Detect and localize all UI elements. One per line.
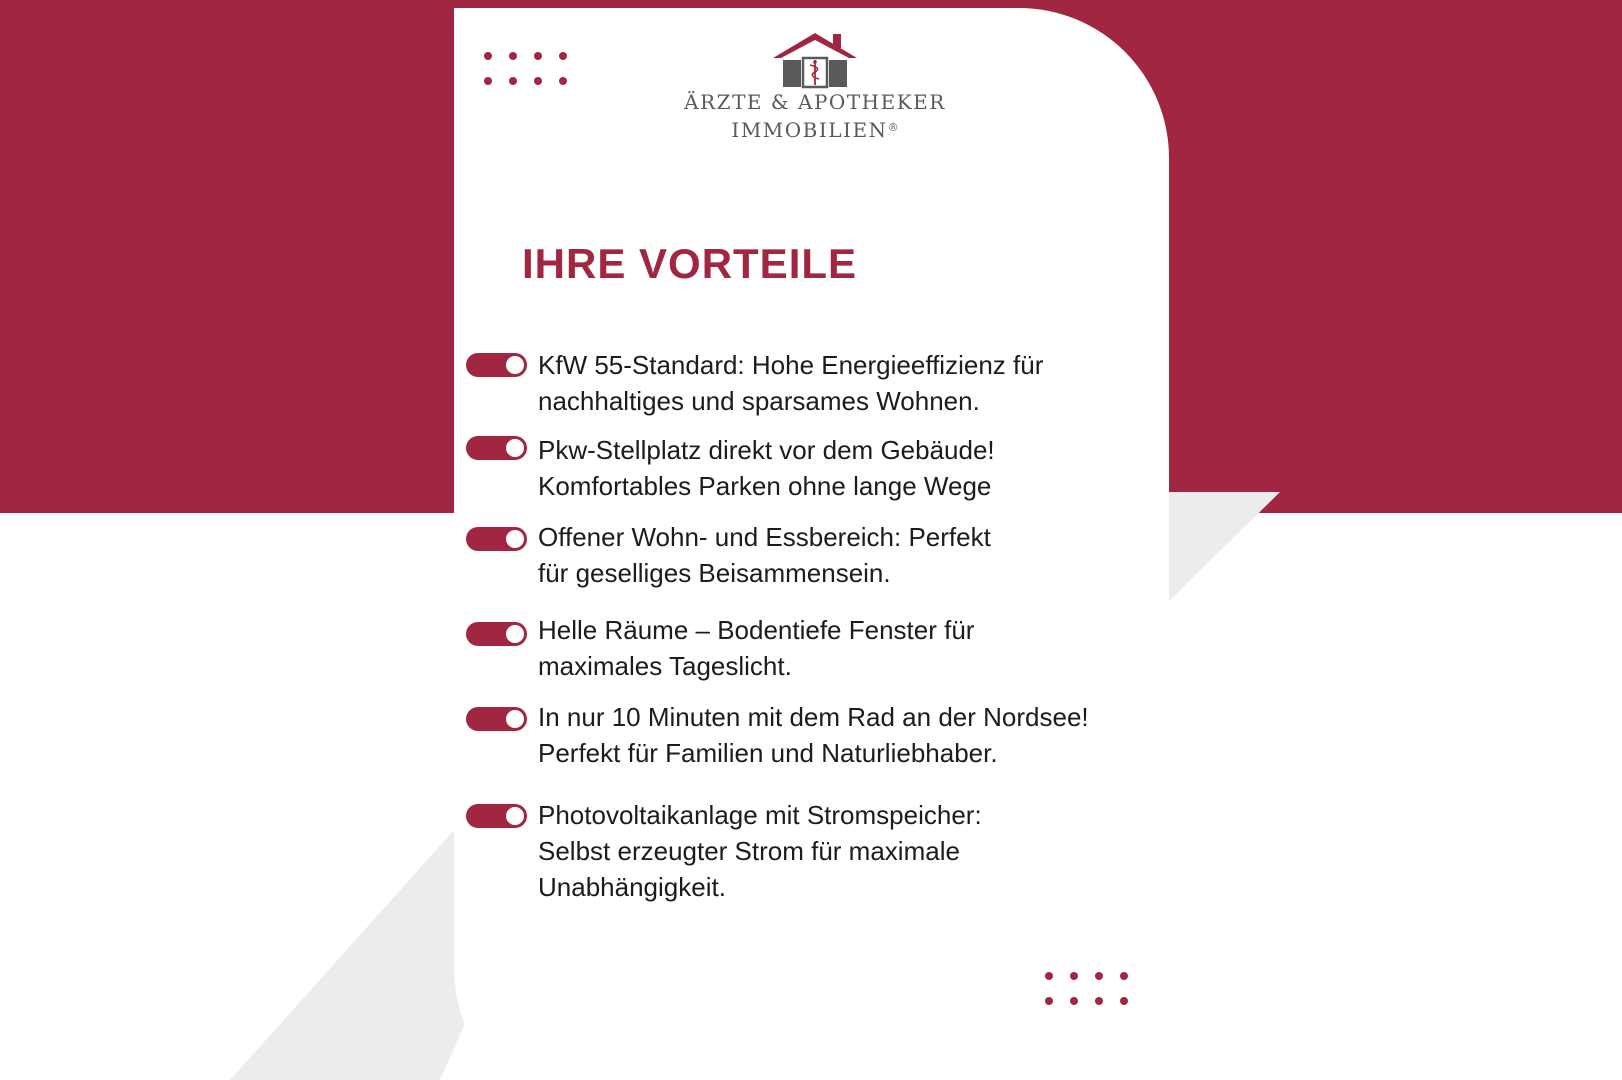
dot (1070, 997, 1078, 1005)
toggle-on-icon (466, 707, 527, 731)
toggle-on-icon (466, 527, 527, 551)
dot (1045, 997, 1053, 1005)
house-with-caduceus-icon (769, 28, 861, 90)
benefit-line: KfW 55-Standard: Hohe Energieeffizienz für (538, 350, 1044, 380)
benefit-line: In nur 10 Minuten mit dem Rad an der Nordsee! (538, 702, 1089, 732)
toggle-knob (506, 530, 524, 548)
dot (484, 77, 492, 85)
dot (559, 52, 567, 60)
dot (1045, 972, 1053, 980)
benefit-line: für geselliges Beisammensein. (538, 558, 891, 588)
dot (509, 77, 517, 85)
benefit-item-1 (538, 347, 1043, 419)
brand-name-line-1: ÄRZTE & APOTHEKER (684, 90, 946, 114)
registered-mark: ® (887, 121, 899, 134)
dot (509, 52, 517, 60)
dot (559, 77, 567, 85)
dot-pattern-top-left (484, 52, 567, 85)
benefit-line: Pkw-Stellplatz direkt vor dem Gebäude! (538, 435, 995, 465)
dot-pattern-bottom-right (1045, 972, 1128, 1005)
toggle-on-icon (466, 622, 527, 646)
benefit-line: Selbst erzeugter Strom für maximale (538, 836, 960, 866)
toggle-knob (506, 710, 524, 728)
dot (1070, 972, 1078, 980)
dot (1095, 972, 1103, 980)
brand-logo (670, 28, 960, 143)
page-title: IHRE VORTEILE (522, 240, 858, 287)
benefit-line: Perfekt für Familien und Naturliebhaber. (538, 738, 998, 768)
benefit-line: Helle Räume – Bodentiefe Fenster für (538, 615, 975, 645)
dot (1120, 972, 1128, 980)
benefit-line: Komfortables Parken ohne lange Wege (538, 471, 992, 501)
brand-name-line-2-text: IMMOBILIEN (731, 118, 888, 142)
benefit-item-2 (538, 432, 995, 504)
benefit-item-3 (538, 519, 991, 591)
benefit-item-4 (538, 612, 974, 684)
dot (484, 52, 492, 60)
dot (534, 77, 542, 85)
toggle-on-icon (466, 804, 527, 828)
toggle-knob (506, 625, 524, 643)
toggle-on-icon (466, 436, 527, 460)
toggle-knob (506, 356, 524, 374)
benefit-line: Unabhängigkeit. (538, 872, 726, 902)
toggle-knob (506, 807, 524, 825)
dot (1095, 997, 1103, 1005)
dot (1120, 997, 1128, 1005)
toggle-knob (506, 439, 524, 457)
benefit-line: nachhaltiges und sparsames Wohnen. (538, 386, 980, 416)
brand-name-line-2 (670, 115, 960, 143)
benefit-line: Offener Wohn- und Essbereich: Perfekt (538, 522, 991, 552)
benefit-line: Photovoltaikanlage mit Stromspeicher: (538, 800, 982, 830)
benefit-item-5 (538, 699, 1089, 771)
toggle-on-icon (466, 353, 527, 377)
dot (534, 52, 542, 60)
benefit-item-6 (538, 797, 982, 905)
benefit-line: maximales Tageslicht. (538, 651, 792, 681)
